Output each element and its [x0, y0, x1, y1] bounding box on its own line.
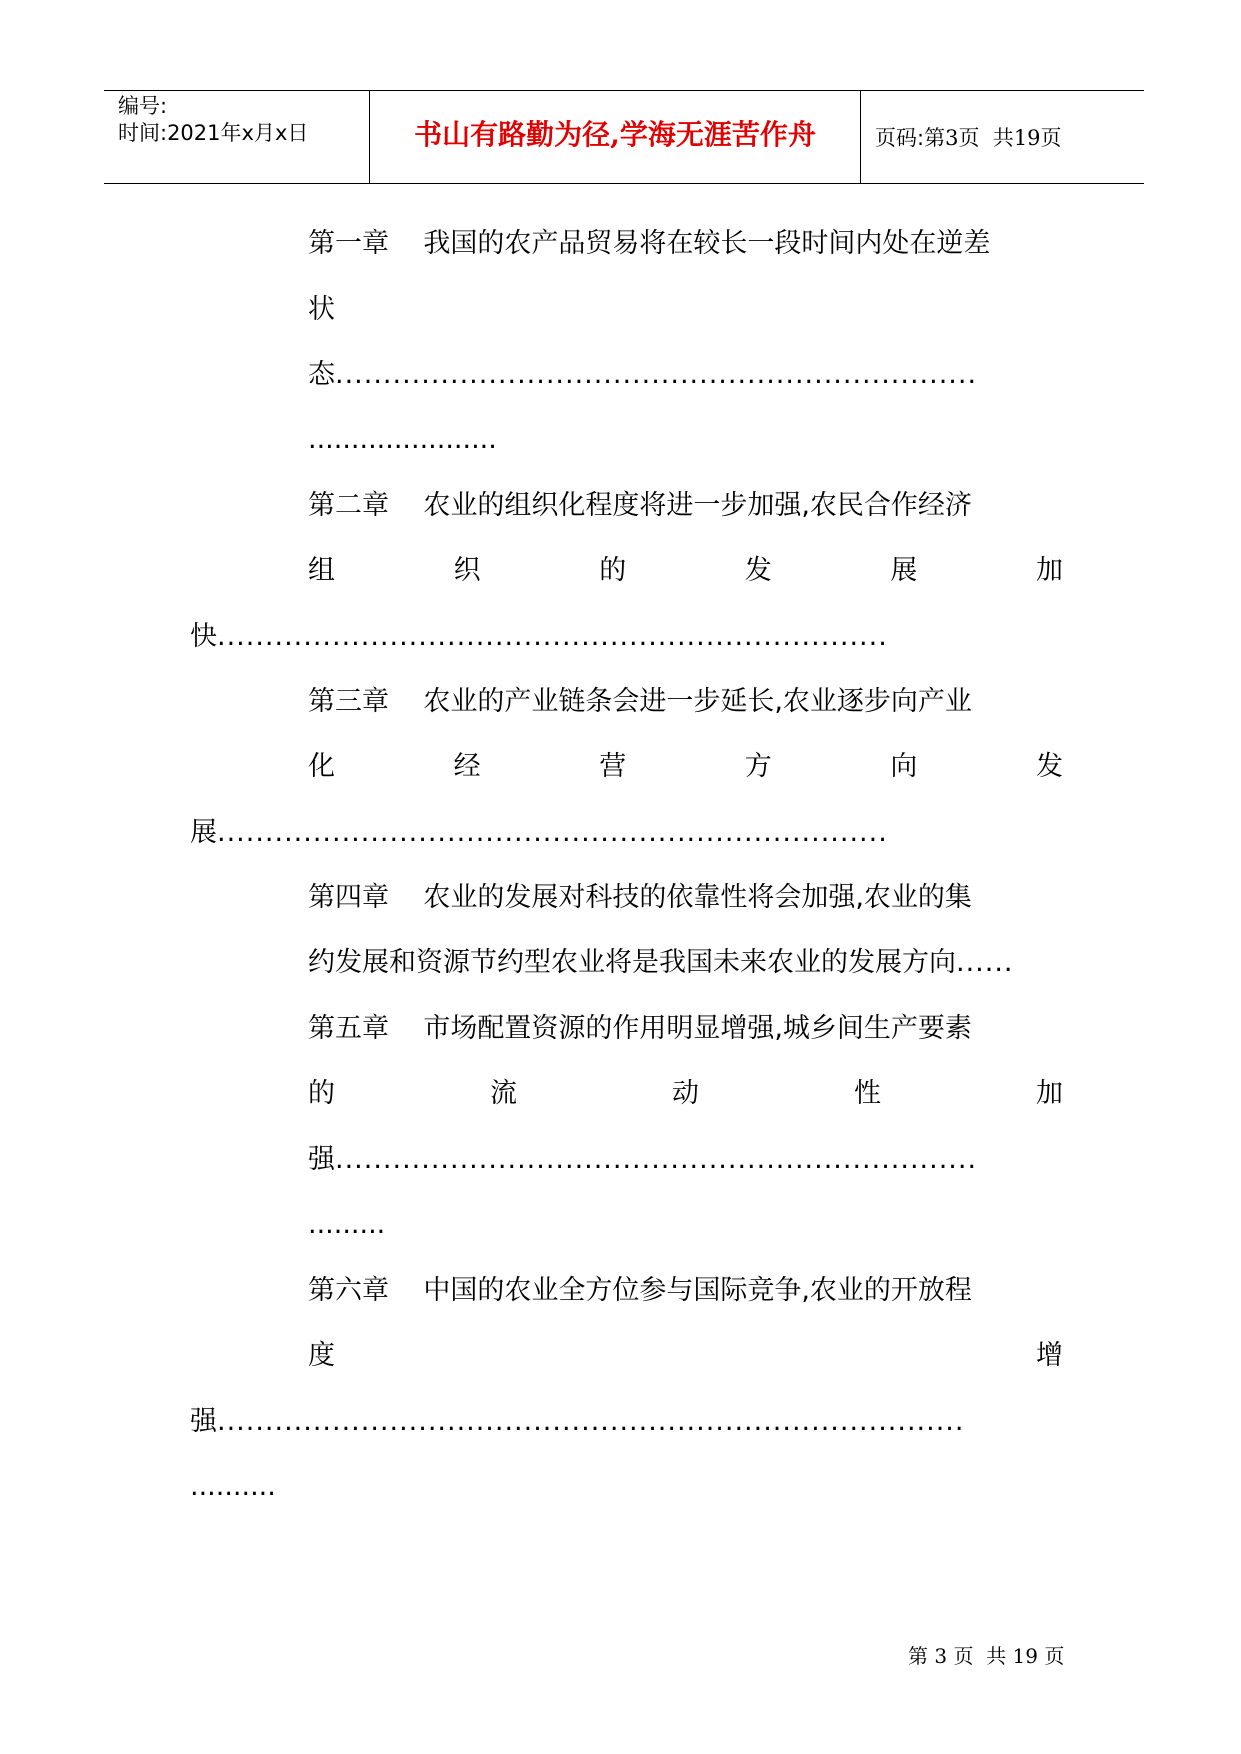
time-label: 时间:2021年x月x日 [118, 121, 309, 145]
toc-ch5-word: 的 [308, 1078, 335, 1109]
toc-ch6-line1[interactable]: 第六章 中国的农业全方位参与国际竞争,农业的开放程 [308, 1275, 972, 1306]
toc-ch2-word: 的 [599, 555, 627, 586]
header-bottom-rule [104, 183, 1144, 184]
toc-ch6-word: 度 [308, 1340, 335, 1371]
header-motto: 书山有路勤为径,学海无涯苦作舟 [414, 118, 816, 151]
toc-ch1-line3 [308, 357, 977, 393]
toc-ch2-word: 加 [1035, 555, 1063, 586]
header-top-rule [104, 90, 1144, 91]
toc-ch5-line2 [308, 1076, 1063, 1112]
toc-ch1-line2: 状 [308, 294, 335, 325]
header-page-prefix: 页码:第 [875, 126, 946, 150]
page-footer [908, 1640, 1064, 1669]
toc-ch6-line3 [190, 1404, 964, 1440]
header-divider-right [860, 90, 861, 184]
toc-ch2-dots: ...................................................................... [217, 621, 888, 652]
toc-ch2-word: 展 [890, 555, 918, 586]
toc-ch6-line4-dots: .......... [190, 1471, 276, 1502]
toc-ch4-line1[interactable]: 第四章 农业的发展对科技的依靠性将会加强,农业的集 [308, 882, 972, 913]
toc-ch3-line2 [308, 749, 1063, 785]
toc-ch3-word: 营 [599, 751, 627, 782]
toc-ch5-line1[interactable]: 第五章 市场配置资源的作用明显增强,城乡间生产要素 [308, 1013, 972, 1044]
header-page-num: 3 [945, 126, 959, 150]
toc-ch3-word: 向 [890, 751, 918, 782]
toc-ch5-dots: ................................................................... [335, 1144, 978, 1175]
footer-prefix: 第 [908, 1644, 928, 1668]
header-page-suffix: 页 [1040, 126, 1062, 150]
toc-ch2-char: 快 [190, 621, 217, 652]
toc-ch2-line2 [308, 553, 1063, 589]
toc-ch6-dots: .............................................................................. [217, 1406, 965, 1437]
toc-ch1-dots: ................................................................... [335, 359, 978, 390]
toc-ch1-line4-dots: ...................... [308, 424, 497, 455]
toc-ch2-word: 组 [308, 555, 335, 586]
footer-page-num: 3 [934, 1644, 948, 1668]
toc-ch5-word: 动 [672, 1078, 699, 1109]
serial-label: 编号: [118, 94, 168, 118]
toc-ch5-char: 强 [308, 1144, 335, 1175]
footer-total: 19 [1012, 1644, 1038, 1668]
toc-ch2-word: 发 [744, 555, 772, 586]
toc-ch3-word: 经 [453, 751, 481, 782]
toc-ch3-word: 方 [744, 751, 772, 782]
toc-ch3-word: 发 [1035, 751, 1063, 782]
toc-ch5-word: 流 [490, 1078, 517, 1109]
toc-ch2-line3 [190, 619, 888, 655]
header-page-total: 19 [1013, 126, 1041, 150]
toc-ch3-char: 展 [190, 817, 217, 848]
toc-ch3-line3 [190, 815, 888, 851]
toc-ch6-word: 增 [1036, 1340, 1063, 1371]
header-page-info [875, 124, 1062, 152]
toc-ch1-line1[interactable]: 第一章 我国的农产品贸易将在较长一段时间内处在逆差 [308, 228, 991, 259]
toc-ch3-line1[interactable]: 第三章 农业的产业链条会进一步延长,农业逐步向产业 [308, 686, 972, 717]
toc-ch3-dots: ...................................................................... [217, 817, 888, 848]
toc-ch4-dots: ...... [956, 947, 1014, 978]
toc-ch4-text: 约发展和资源节约型农业将是我国未来农业的发展方向 [308, 947, 956, 978]
toc-ch4-line2 [308, 945, 1014, 981]
footer-mid: 页 共 [953, 1644, 1007, 1668]
toc-ch6-char: 强 [190, 1406, 217, 1437]
toc-ch3-word: 化 [308, 751, 335, 782]
toc-ch5-line4-dots: ......... [308, 1209, 386, 1240]
toc-ch5-line3 [308, 1142, 977, 1178]
toc-ch5-word: 加 [1036, 1078, 1063, 1109]
toc-ch6-line2 [308, 1338, 1063, 1374]
header-page-mid: 页 共 [958, 126, 1014, 150]
toc-ch1-char: 态 [308, 359, 335, 390]
toc-ch2-word: 织 [453, 555, 481, 586]
toc-ch5-word: 性 [854, 1078, 881, 1109]
toc-ch2-line1[interactable]: 第二章 农业的组织化程度将进一步加强,农民合作经济 [308, 490, 972, 521]
footer-suffix: 页 [1044, 1644, 1065, 1668]
